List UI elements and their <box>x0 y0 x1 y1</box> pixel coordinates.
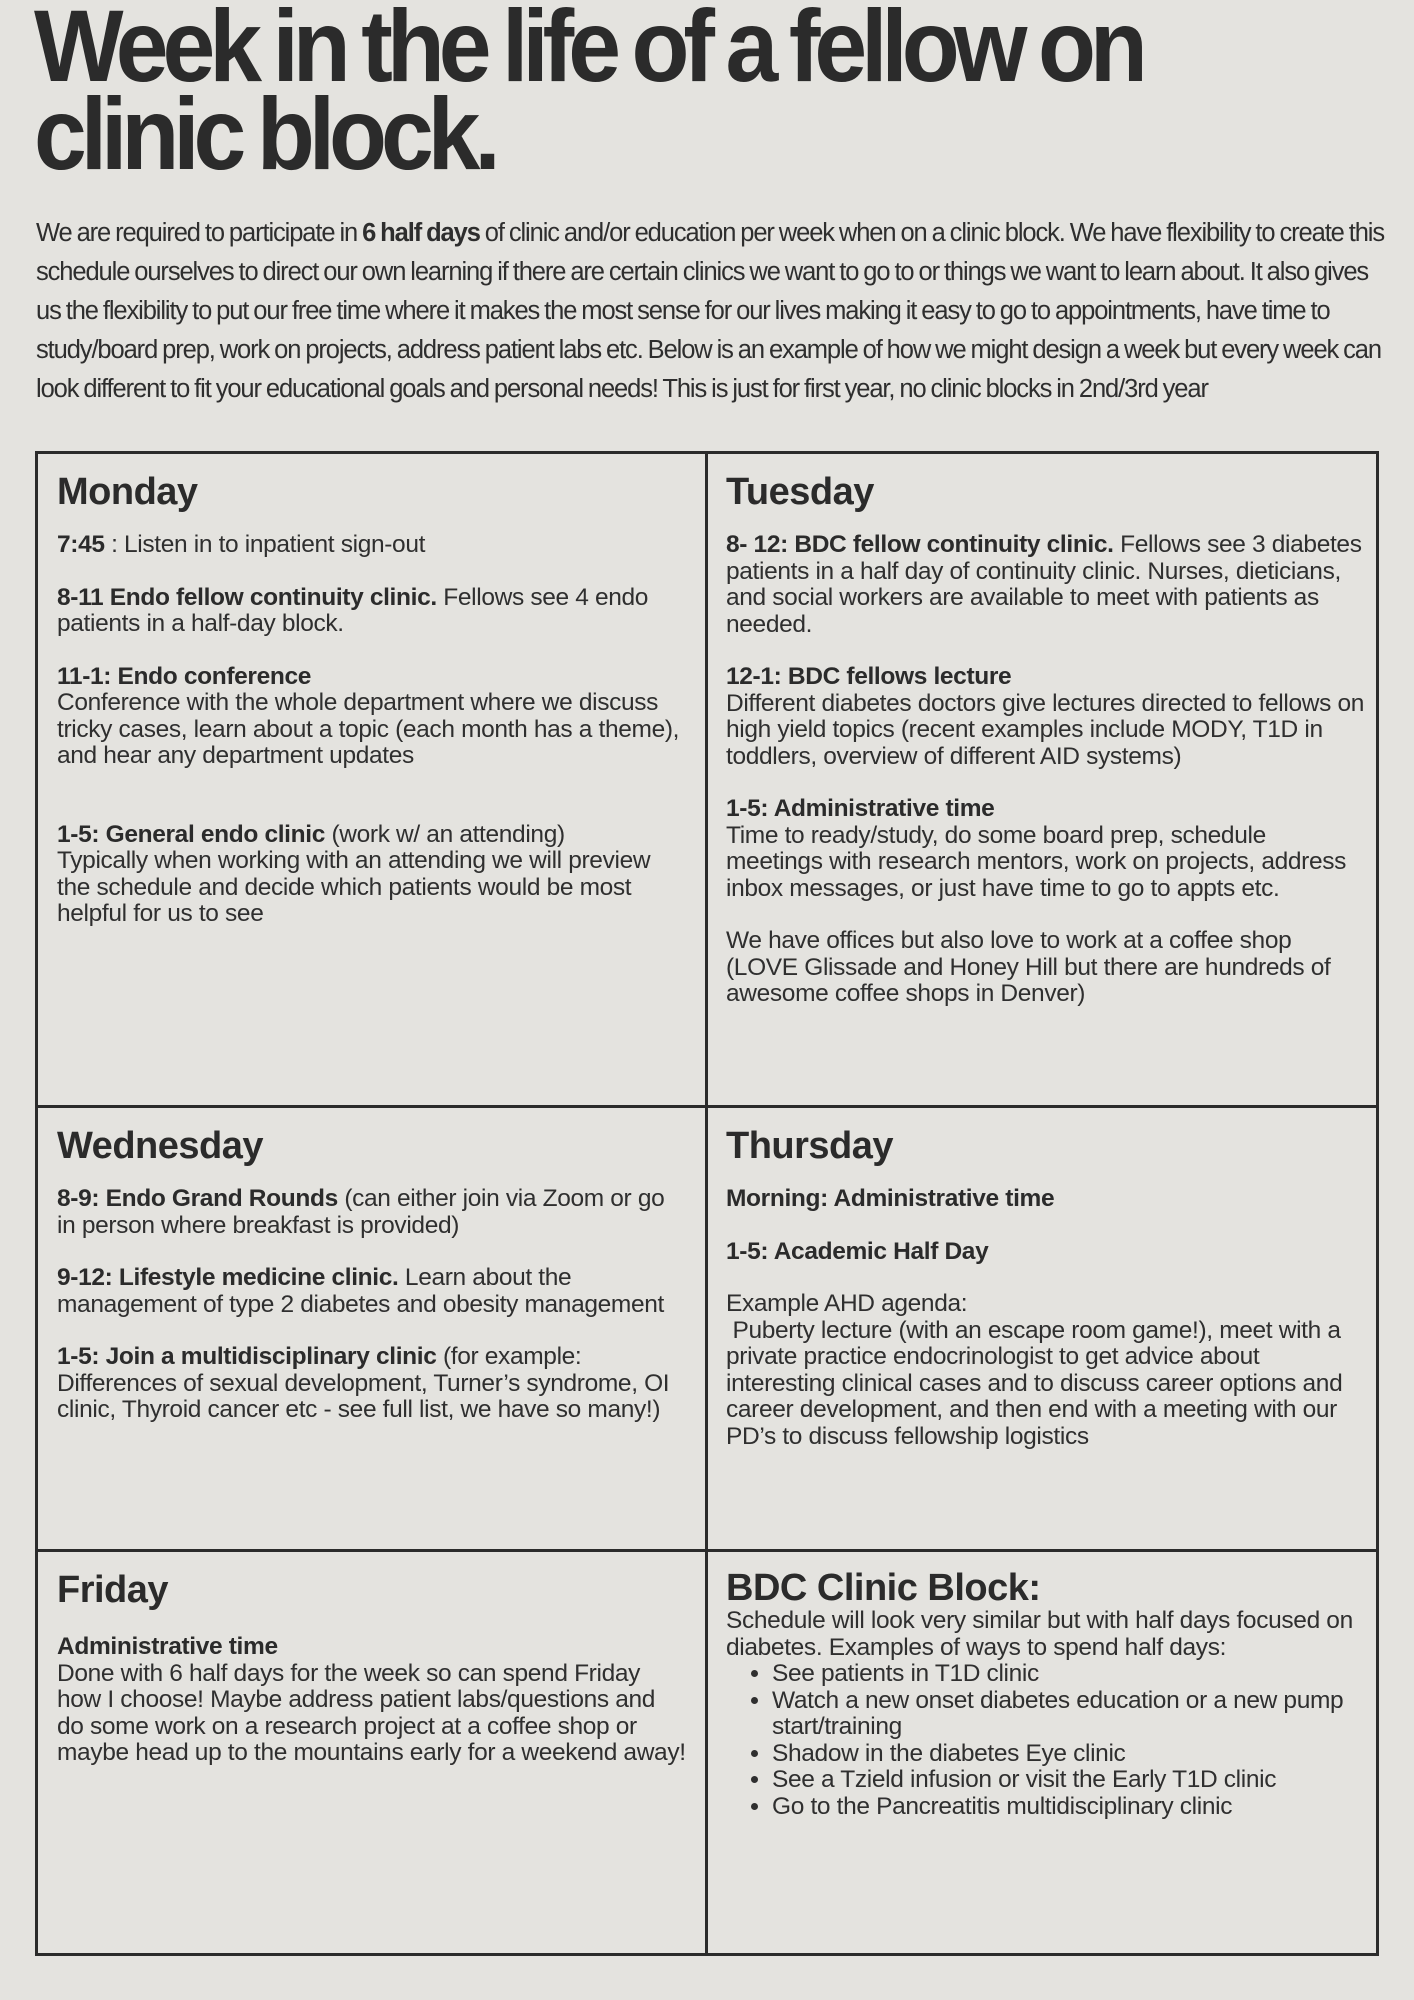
entry-time: 7:45 <box>57 531 105 558</box>
entry-heading: 1-5: Administrative time <box>726 795 995 822</box>
bdc-block-description: Schedule will look very similar but with half days focused on diabetes. Examples of ways to spend half days: <box>726 1607 1353 1661</box>
entry-text: Conference with the whole department where we discuss tricky cases, learn about a topic (each month has a theme), and hear any department updates <box>57 689 680 769</box>
entry-text: Fellows see 4 endo patients in a half-day block. <box>57 583 649 637</box>
wednesday-entry <box>57 1265 687 1318</box>
thursday-entry <box>726 1239 1367 1266</box>
page-title: Week in the life of a fellow on clinic block. <box>34 0 1142 191</box>
friday-entry <box>57 1634 687 1767</box>
thursday-title: Thursday <box>726 1125 894 1167</box>
tuesday-cell <box>708 454 1379 1108</box>
entry-heading: 12-1: BDC fellows lecture <box>726 663 1012 690</box>
wednesday-entry <box>57 1186 687 1239</box>
entry-heading: Administrative time <box>57 1633 278 1660</box>
entry-text: Different diabetes doctors give lectures directed to fellows on high yield topics (recent examples include MODY, T1D in toddlers, overview of different AID systems) <box>726 689 1364 770</box>
wednesday-title: Wednesday <box>57 1125 263 1167</box>
tuesday-entry <box>726 532 1367 638</box>
intro-highlight: 6 half days <box>362 219 480 247</box>
list-item: • Go to the Pancreatitis multidisciplinary clinic <box>772 1794 1367 1821</box>
intro-text-rest: of clinic and/or education per week when on a clinic block. We have flexibility to create this schedule ourselves to direct our own learning if there are certain clinics we want to go to or things we want to learn about. It also gives us the flexibility to put our free time where it makes the most sense for our lives making it easy to go to appointments, have time to study/board prep, work on projects, address patient labs etc. Below is an example of how we might design a week but every week can look different to fit your educational goals and personal needs! This is just for first year, no clinic blocks in 2nd/3rd year <box>36 219 1385 403</box>
thursday-entry <box>726 1291 1367 1450</box>
thursday-entry <box>726 1186 1367 1213</box>
tuesday-entry <box>726 796 1367 902</box>
thursday-cell <box>708 1108 1379 1552</box>
entry-text: : Listen in to inpatient sign-out <box>104 531 426 558</box>
friday-title: Friday <box>57 1569 169 1611</box>
list-item: • Shadow in the diabetes Eye clinic <box>772 1741 1367 1768</box>
entry-text: Time to ready/study, do some board prep, schedule meetings with research mentors, work on projects, address inbox messages, or just have time to go to appts etc. <box>726 821 1347 902</box>
tuesday-title: Tuesday <box>726 471 874 513</box>
monday-title: Monday <box>57 471 198 513</box>
entry-heading: 1-5: General endo clinic <box>57 820 325 848</box>
entry-heading: 9-12: Lifestyle medicine clinic. <box>57 1264 399 1291</box>
entry-text: We have offices but also love to work at a coffee shop (LOVE Glissade and Honey Hill but there are hundreds of awesome coffee shops in Denver) <box>726 927 1331 1007</box>
monday-entry <box>57 532 687 559</box>
wednesday-cell <box>38 1108 708 1552</box>
entry-text: (work w/ an attending) <box>325 820 565 848</box>
monday-cell <box>38 454 708 1108</box>
list-item: • Watch a new onset diabetes education or a new pump start/training <box>772 1688 1367 1741</box>
entry-heading: 8- 12: BDC fellow continuity clinic. <box>726 531 1114 558</box>
list-item: • See a Tzield infusion or visit the Early T1D clinic <box>772 1767 1367 1794</box>
entry-text: Learn about the management of type 2 diabetes and obesity management <box>57 1264 664 1318</box>
entry-heading: 1-5: Academic Half Day <box>726 1237 989 1265</box>
entry-heading: 11-1: Endo conference <box>57 662 312 690</box>
entry-text: Done with 6 half days for the week so can spend Friday how I choose! Maybe address patient labs/questions and do some work on a research project at a coffee shop or maybe head up to the mountains early for a weekend away! <box>57 1659 686 1766</box>
intro-text-start: We are required to participate in <box>36 219 363 247</box>
weekly-schedule-grid <box>35 451 1379 1956</box>
entry-heading: 8-9: Endo Grand Rounds <box>57 1185 338 1212</box>
bdc-block-title: BDC Clinic Block: <box>726 1567 1041 1609</box>
entry-heading: Morning: Administrative time <box>726 1185 1055 1212</box>
tuesday-entry <box>726 928 1367 1008</box>
bdc-clinic-block-cell <box>708 1552 1379 1953</box>
entry-heading: 1-5: Join a multidisciplinary clinic <box>57 1343 437 1370</box>
list-item: • See patients in T1D clinic <box>772 1661 1367 1688</box>
bdc-block-list <box>726 1661 1367 1820</box>
intro-paragraph <box>36 214 1396 409</box>
entry-text: Puberty lecture (with an escape room game!), meet with a private practice endocrinologist to get advice about interesting clinical cases and to discuss career options and career development, and then end with a meeting with our PD’s to discuss fellowship logistics <box>726 1316 1349 1450</box>
tuesday-entry <box>726 664 1367 770</box>
entry-text: Fellows see 3 diabetes patients in a half day of continuity clinic. Nurses, dieticians, and social workers are available to meet with patients as needed. <box>726 531 1362 638</box>
entry-label: Example AHD agenda: <box>726 1290 968 1317</box>
monday-entry <box>57 585 687 638</box>
entry-text: (for example: Differences of sexual development, Turner’s syndrome, OI clinic, Thyroid cancer etc - see full list, we have so many!) <box>57 1343 670 1423</box>
entry-text: (can either join via Zoom or go in person where breakfast is provided) <box>57 1185 665 1239</box>
wednesday-entry <box>57 1344 687 1424</box>
friday-cell <box>38 1552 708 1953</box>
entry-time: 8-11 Endo fellow continuity clinic. <box>57 583 437 611</box>
entry-description: Typically when working with an attending we will preview the schedule and decide which patients would be most helpful for us to see <box>57 847 651 927</box>
monday-entry <box>57 664 687 770</box>
monday-entry <box>57 822 687 928</box>
